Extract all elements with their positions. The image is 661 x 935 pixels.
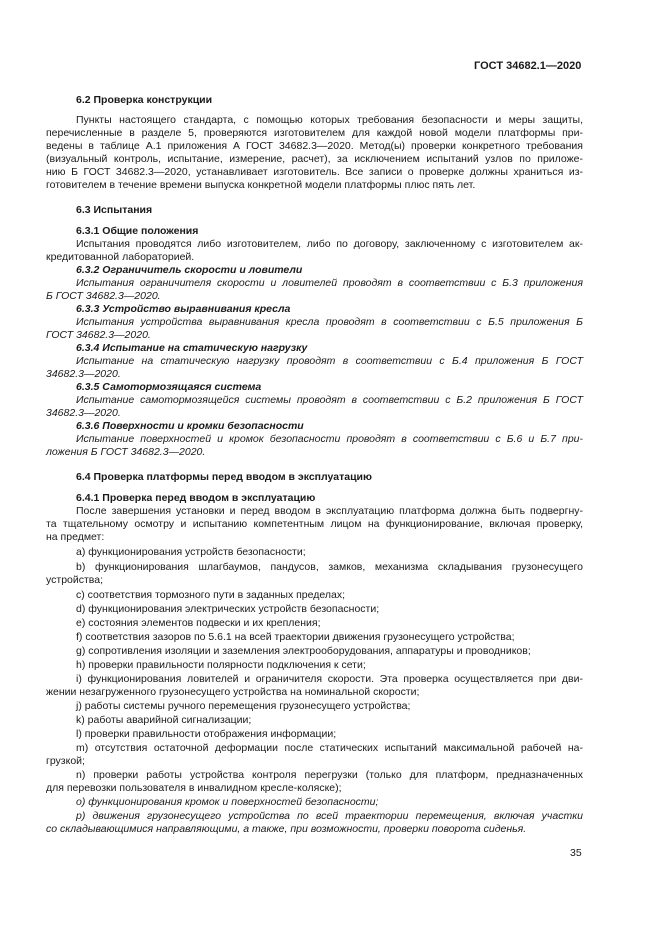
list-item-i: i) функционирования ловителей и ограничителя скорости. Эта проверка осуществляется при дви- xyxy=(76,673,583,685)
paragraph-line: ГОСТ 34682.3—2020. xyxy=(46,329,151,341)
section-heading-6-3: 6.3 Испытания xyxy=(76,204,153,216)
list-item-j: j) работы системы ручного перемещения грузонесущего устройства; xyxy=(76,700,411,712)
paragraph-line: та тщательному осмотру и испытанию компетентным лицом на функционирование, включая проверку, xyxy=(46,518,583,530)
paragraph-line: кредитованной лабораторией. xyxy=(46,251,195,263)
paragraph-line: Пункты настоящего стандарта, с помощью которых требования безопасности и меры защиты, xyxy=(76,114,583,126)
paragraph-line: Испытания проводятся либо изготовителем, либо по договору, заключенному с изготовителем ак- xyxy=(76,238,583,250)
paragraph-line: на предмет: xyxy=(46,531,105,543)
list-item-a: a) функционирования устройств безопасности; xyxy=(76,546,306,558)
subsection-heading-6-3-4: 6.3.4 Испытание на статическую нагрузку xyxy=(76,342,308,354)
paragraph-line: После завершения установки и перед вводом в эксплуатацию платформа должна быть подвергну- xyxy=(76,505,583,517)
paragraph-line: 34682.3—2020. xyxy=(46,368,121,380)
list-item-m: m) отсутствия остаточной деформации после статических испытаний максимальной рабочей на- xyxy=(76,742,583,754)
paragraph-line: ведены в таблице А.1 приложения А ГОСТ 34682.3—2020. Метод(ы) проверки конкретного требования xyxy=(46,140,583,152)
subsection-heading-6-3-3: 6.3.3 Устройство выравнивания кресла xyxy=(76,303,291,315)
paragraph-line: ложения Б ГОСТ 34682.3—2020. xyxy=(46,446,206,458)
list-item-n-cont: для перевозки пользователя в инвалидном кресле-коляске); xyxy=(46,782,342,794)
page-header-standard: ГОСТ 34682.1—2020 xyxy=(474,60,582,72)
subsection-heading-6-3-5: 6.3.5 Самотормозящаяся система xyxy=(76,381,262,393)
paragraph-line: Испытание поверхностей и кромок безопасности проводят в соответствии с Б.6 и Б.7 при- xyxy=(76,433,583,445)
subsection-heading-6-3-1: 6.3.1 Общие положения xyxy=(76,225,199,237)
list-item-h: h) проверки правильности полярности подключения к сети; xyxy=(76,659,366,671)
paragraph-line: нию Б ГОСТ 34682.3—2020, устанавливает изготовитель. Все записи о проверке должны храниться из- xyxy=(46,166,583,178)
list-item-o: o) функционирования кромок и поверхностей безопасности; xyxy=(76,796,379,808)
list-item-f: f) соответствия зазоров по 5.6.1 на всей траектории движения грузонесущего устройства; xyxy=(76,631,515,643)
list-item-m-cont: грузкой; xyxy=(46,755,85,767)
subsection-heading-6-3-6: 6.3.6 Поверхности и кромки безопасности xyxy=(76,420,304,432)
list-item-p: p) движения грузонесущего устройства по всей траектории перемещения, включая участки xyxy=(76,810,583,822)
paragraph-line: Б ГОСТ 34682.3—2020. xyxy=(46,290,161,302)
list-item-d: d) функционирования электрических устройств безопасности; xyxy=(76,603,380,615)
paragraph-line: готовителем в течение времени выпуска конкретной модели платформы плюс пять лет. xyxy=(46,179,476,191)
page-number: 35 xyxy=(570,847,582,859)
list-item-b: b) функционирования шлагбаумов, пандусов, замков, механизма складывания грузонесущего xyxy=(76,561,583,573)
paragraph-line: перечисленные в разделе 5, проверяются изготовителем для каждой новой модели платформы при- xyxy=(46,127,583,139)
paragraph-line: Испытания ограничителя скорости и ловителей проводят в соответствии с Б.3 приложения xyxy=(76,277,583,289)
list-item-l: l) проверки правильности отображения информации; xyxy=(76,728,337,740)
subsection-heading-6-3-2: 6.3.2 Ограничитель скорости и ловители xyxy=(76,264,303,276)
subsection-heading-6-4-1: 6.4.1 Проверка перед вводом в эксплуатацию xyxy=(76,492,316,504)
list-item-g: g) сопротивления изоляции и заземления электрооборудования, аппаратуры и проводников; xyxy=(76,645,531,657)
list-item-n: n) проверки работы устройства контроля перегрузки (только для платформ, предназначенных xyxy=(76,769,583,781)
list-item-c: c) соответствия тормозного пути в заданных пределах; xyxy=(76,589,345,601)
paragraph-line: Испытания устройства выравнивания кресла проводят в соответствии с Б.5 приложения Б xyxy=(76,316,583,328)
list-item-e: e) состояния элементов подвески и их крепления; xyxy=(76,617,321,629)
paragraph-line: 34682.3—2020. xyxy=(46,407,121,419)
list-item-b-cont: устройства; xyxy=(46,574,104,586)
list-item-i-cont: жении незагруженного грузонесущего устройства на номинальной скорости; xyxy=(46,686,420,698)
paragraph-line: (визуальный контроль, испытание, измерение, расчет), за исключением испытаний узлов по приложе- xyxy=(46,153,583,165)
paragraph-line: Испытание самотормозящейся системы проводят в соответствии с Б.2 приложения Б ГОСТ xyxy=(76,394,583,406)
section-heading-6-2: 6.2 Проверка конструкции xyxy=(76,94,213,106)
list-item-p-cont: со складывающимися направляющими, а также, при возможности, проверки поворота сиденья. xyxy=(46,823,527,835)
paragraph-line: Испытание на статическую нагрузку проводят в соответствии с Б.4 приложения Б ГОСТ xyxy=(76,355,583,367)
list-item-k: k) работы аварийной сигнализации; xyxy=(76,714,252,726)
section-heading-6-4: 6.4 Проверка платформы перед вводом в эксплуатацию xyxy=(76,471,372,483)
